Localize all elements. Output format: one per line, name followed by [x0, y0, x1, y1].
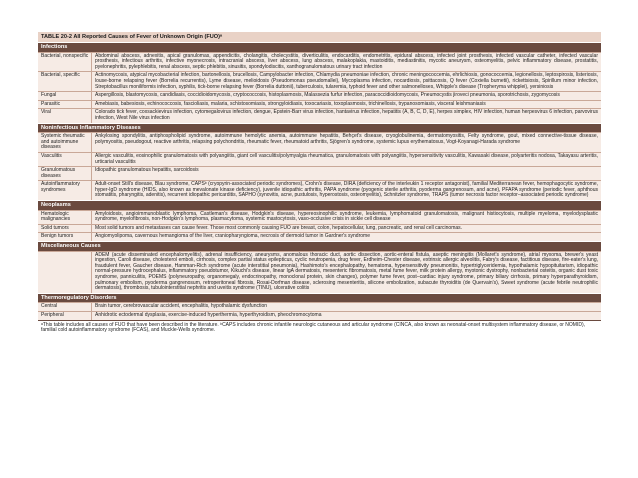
section-header: Noninfectious Inflammatory Diseases: [38, 123, 601, 133]
section-header: Infections: [38, 42, 601, 52]
row-category: Solid tumors: [38, 225, 92, 233]
row-description: Brain tumor, cerebrovascular accident, encephalitis, hypothalamic dysfunction: [95, 303, 268, 310]
row-description: Colorado tick fever, coxsackievirus infection, cytomegalovirus infection, dengue, Epstein-Barr virus infection, hantavirus infection, hepatitis (A, B, C, D, E), herpes simplex, HIV infection, human herpesvirus 6 infection, parvovirus infection, West Nile virus infection: [95, 109, 598, 121]
row-description: Amyloidosis, angioimmunoblastic lymphoma, Castleman's disease, Hodgkin's disease, hypereosinophilic syndrome, leukemia, lymphomatoid granulomatosis, malignant histiocytosis, multiple myeloma, myelodysplastic syndrome, myelofibrosis, non-Hodgkin's lymphoma, plasmacytoma, systemic mastocytosis, vaso-occlusive crisis in sickle cell disease: [95, 210, 598, 223]
table-row: [38, 311, 601, 320]
section-header: Thermoregulatory Disorders: [38, 293, 601, 303]
table-row: [38, 100, 601, 109]
table-row: [38, 210, 601, 224]
table-footnote: ᵃThis table includes all causes of FUO that have been described in the literature. ᵇCAPS includes chronic infantile neurologic cutaneous and articular syndrome (CINCA, also known as neonatal-onset multisystem inflammatory disease, or NOMID), familial cold autoinflammatory syndrome (FCAS), and Muckle-Wells syndrome.: [41, 321, 586, 334]
table-row: [38, 108, 601, 122]
row-category: Fungal: [38, 92, 92, 100]
row-description: Aspergillosis, blastomycosis, candidiasis, coccidioidomycosis, cryptococcosis, histoplasmosis, Malassezia furfur infection, paracoccidioidomycosis, Pneumocystis jiroveci pneumonia, sporotrichosis, zygomycosis: [95, 92, 560, 99]
row-description: Ankylosing spondylitis, antiphospholipid syndrome, autoimmune hemolytic anemia, autoimmune hepatitis, Behçet's disease, cryoglobulinemia, dermatomyositis, Felty syndrome, gout, mixed connective-tissue disease, polymyositis, pseudogout, reactive arthritis, relapsing polychondritis, rheumatic fever, rheumatoid arthritis, Sjögren's syndrome, systemic lupus erythematosus, Vogt-Koyanagi-Harada syndrome: [95, 133, 598, 145]
row-category: Central: [38, 303, 92, 311]
table-row: [38, 52, 601, 72]
section-header: Neoplasms: [38, 200, 601, 210]
row-category: Parasitic: [38, 101, 92, 109]
row-description: Most solid tumors and metastases can cause fever. Those most commonly causing FUO are breast, colon, hepatocellular, lung, pancreatic, and renal cell carcinomas.: [95, 224, 463, 231]
row-description: Idiopathic granulomatous hepatitis, sarcoidosis: [95, 167, 199, 174]
row-description: Adult-onset Still's disease, Blau syndrome, CAPSᵇ (cryopyrin-associated periodic syndromes), Crohn's disease, DIRA (deficiency of the interleukin 1 receptor antagonist), familial Mediterranean fever, hemophagocytic syndrome, hyper-IgD syndrome (HIDS, also known as mevalonate kinase deficiency), juvenile idiopathic arthritis, PAPA syndrome (pyogenic sterile arthritis, pyoderma gangrenosum, and acne), PFAPA syndrome (periodic fever, aphthous stomatitis, pharyngitis, adenitis), recurrent idiopathic pericarditis, SAPHO (synovitis, acne, pustulosis, hyperostosis, osteomyelitis), Schnitzler syndrome, TRAPS (tumor necrosis factor receptor–associated periodic syndrome): [95, 181, 598, 199]
table-row: [38, 132, 601, 152]
row-category: [38, 252, 92, 293]
row-description: Amebiasis, babesiosis, echinococcosis, fascioliasis, malaria, schistosomiasis, strongyloidiasis, toxocariasis, toxoplasmosis, trichinellosis, trypanosomiasis, visceral leishmaniasis: [95, 100, 486, 107]
row-category: Granulomatous diseases: [38, 167, 92, 180]
row-description: Angiomyolipoma, cavernous hemangioma of the liver, craniopharyngioma, necrosis of dermoid tumor in Gardner's syndrome: [95, 233, 370, 240]
table-row: [38, 71, 601, 91]
table-row: [38, 224, 601, 233]
table-row: [38, 251, 601, 293]
table-row: [38, 232, 601, 241]
table-row: [38, 91, 601, 100]
row-description: Anhidrotic ectodermal dysplasia, exercise-induced hyperthermia, hyperthyroidism, pheochromocytoma: [95, 311, 322, 318]
table-title: TABLE 20-2 All Reported Causes of Fever of Unknown Origin (FUO)ᵃ: [38, 32, 601, 42]
row-category: Peripheral: [38, 312, 92, 320]
row-category: Bacterial, nonspecific: [38, 53, 92, 72]
row-description: Abdominal abscess, adnexitis, apical granulomas, appendicitis, cholangitis, cholecystitis, diverticulitis, endocarditis, endometritis, epidural abscess, infected joint prosthesis, infected vascular catheter, infected vascular prosthesis, infectious arthritis, infective myonecrosis, intracranial abscess, liver abscess, lung abscess, malakoplakia, mastoiditis, mediastinitis, mycotic aneurysm, osteomyelitis, pelvic inflammatory disease, prostatitis, pyelonephritis, pylephlebitis, renal abscess, septic phlebitis, sinusitis, spondylodiscitis, xanthogranulomatous urinary tract infection: [95, 52, 598, 70]
row-category: Benign tumors: [38, 233, 92, 241]
row-description: Allergic vasculitis, eosinophilic granulomatosis with polyangiitis, giant cell vasculitis/polymyalgia rheumatica, granulomatosis with polyangiitis, hypersensitivity vasculitis, Kawasaki disease, polyarteritis nodosa, Takayasu arteritis, urticarial vasculitis: [95, 152, 598, 165]
document-page: [38, 32, 601, 334]
row-category: Autoinflammatory syndromes: [38, 181, 92, 200]
row-category: Bacterial, specific: [38, 72, 92, 91]
row-category: Systemic rheumatic and autoimmune diseases: [38, 133, 92, 152]
table-body: [38, 42, 601, 320]
table-row: [38, 180, 601, 200]
table-row: [38, 152, 601, 166]
row-description: ADEM (acute disseminated encephalomyelitis), adrenal insufficiency, aneurysms, anomalous thoracic duct, aortic dissection, aortic-enteral fistula, aseptic meningitis (Mollaret's syndrome), atrial myxoma, brewer's yeast ingestion, Caroli disease, cholesterol emboli, cirrhosis, complex partial status epilepticus, cyclic neutropenia, drug fever, Erdheim-Chester disease, extrinsic allergic alveolitis, Fabry's disease, factitious disease, fire-eater's lung, fraudulent fever, Gaucher disease, Hamman-Rich syndrome (acute interstitial pneumonia), Hashimoto's encephalopathy, hematoma, hypersensitivity pneumonitis, hypertriglyceridemia, hypothalamic hypopituitarism, idiopathic normal-pressure hydrocephalus, inflammatory pseudotumor, Kikuchi's disease, linear IgA dermatosis, mesenteric fibromatosis, metal fume fever, milk protein allergy, myotonic dystrophy, nonbacterial osteitis, organic dust toxic syndrome, panniculitis, POEMS (polyneuropathy, organomegaly, endocrinopathy, monoclonal protein, skin changes), polymer fume fever, post–cardiac injury syndrome, primary biliary cirrhosis, primary hyperparathyroidism, pulmonary embolism, pyoderma gangrenosum, retroperitoneal fibrosis, Rosai-Dorfman disease, sclerosing mesenteritis, silicone embolization, subacute thyroiditis (de Quervain's), Sweet syndrome (acute febrile neutrophilic dermatosis), thrombosis, tubulointerstitial nephritis and uveitis syndrome (TINU), ulcerative colitis: [95, 251, 598, 292]
row-description: Actinomycosis, atypical mycobacterial infection, bartonellosis, brucellosis, Campylobacter infection, Chlamydia pneumoniae infection, chronic meningococcemia, ehrlichiosis, gonococcemia, legionellosis, leptospirosis, listeriosis, louse-borne relapsing fever (Borrelia recurrentis), Lyme disease, melioidosis (Pseudomonas pseudomallei), Mycoplasma infection, nocardiosis, psittacosis, Q fever (Coxiella burnetii), rickettsiosis, Spirillum minor infection, Streptobacillus moniliformis infection, syphilis, tick-borne relapsing fever (Borrelia duttonii), tuberculosis, tularemia, typhoid fever and other salmonelloses, Whipple's disease (Tropheryma whipplei), yersiniosis: [95, 72, 598, 90]
row-category: Hematologic malignancies: [38, 211, 92, 224]
table-row: [38, 302, 601, 311]
row-category: Viral: [38, 109, 92, 122]
table-row: [38, 166, 601, 180]
section-header: Miscellaneous Causes: [38, 241, 601, 251]
row-category: Vasculitis: [38, 153, 92, 166]
